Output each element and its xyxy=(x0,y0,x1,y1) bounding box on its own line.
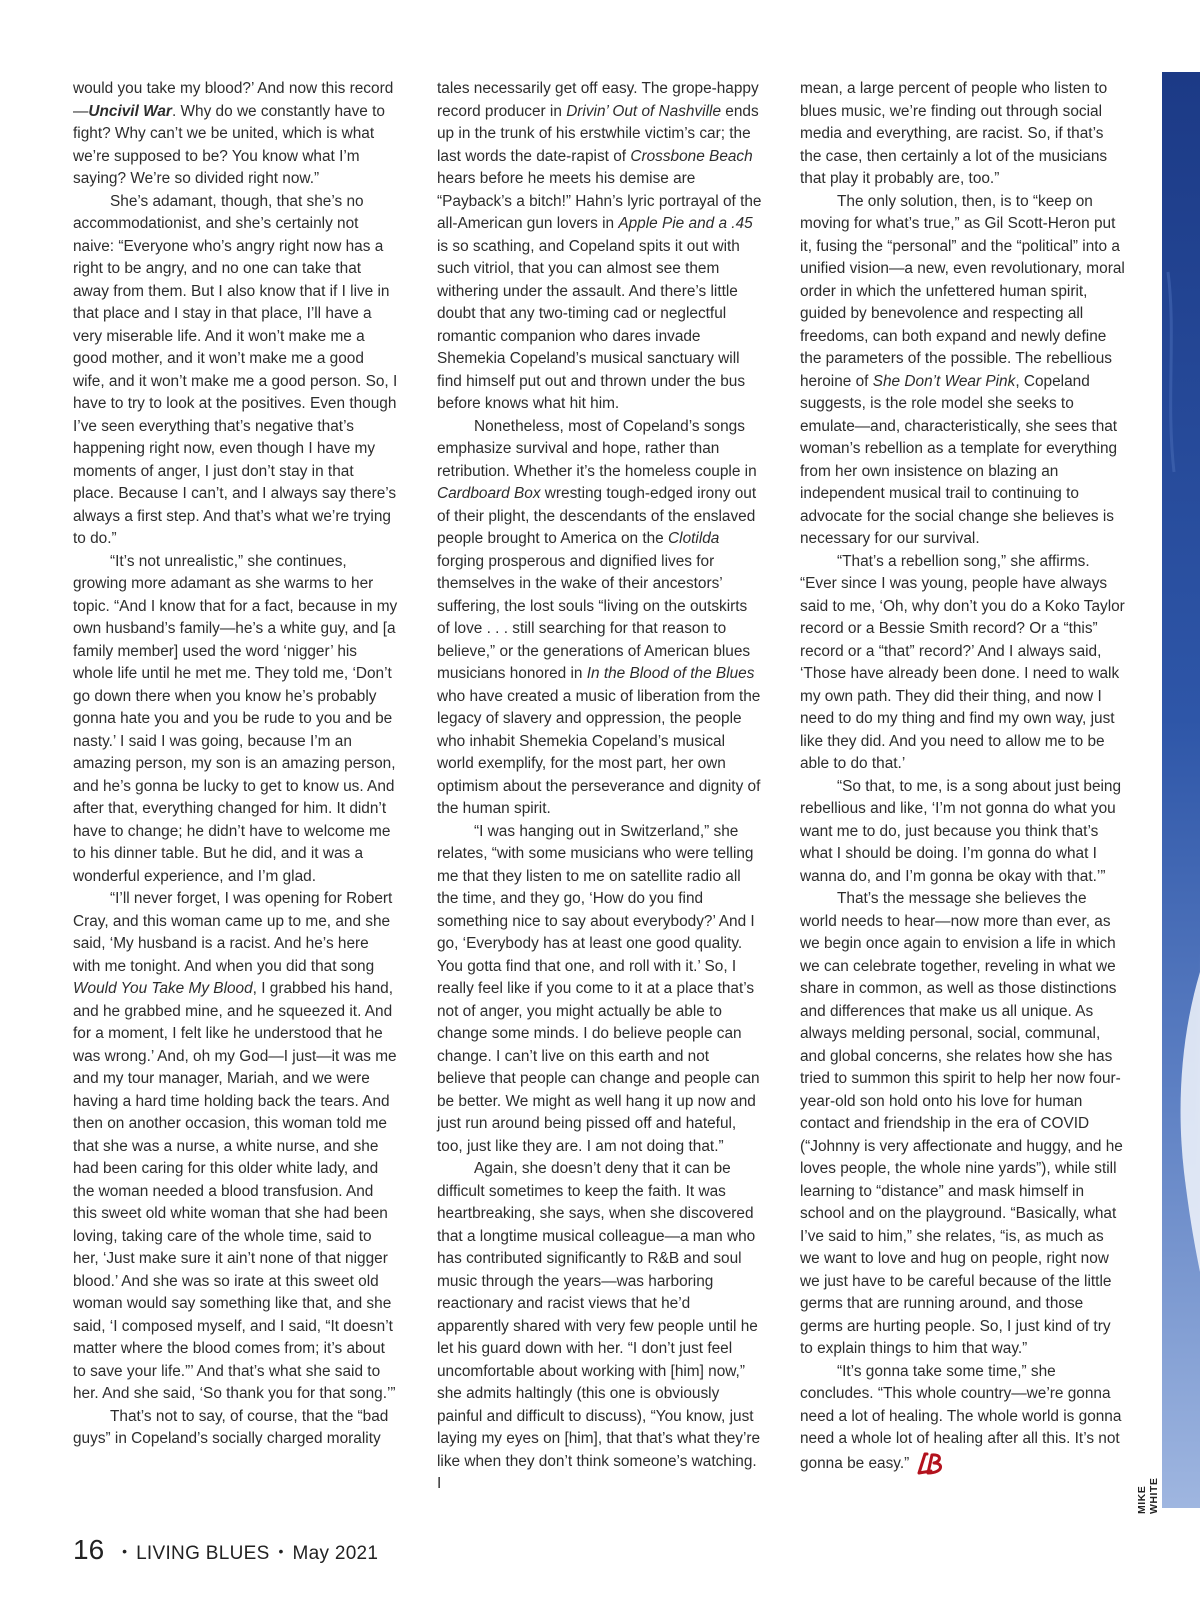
paragraph: “So that, to me, is a song about just being rebellious and like, ‘I’m not gonna do what you want me to do, just because you think that’s what I should be doing. I’m gonna do what I wanna do, and I’m gonna be okay with that.’” xyxy=(800,777,1122,885)
footer-bullet: • xyxy=(122,1543,128,1559)
paragraph: tales necessarily get off easy. The grope-happy record producer in Drivin’ Out of Nashville ends up in the trunk of his erstwhile victim’s car; the last words the date-rapist of Crossbone Beach hears before he meets his demise are “Payback’s a bitch!” Hahn’s lyric portrayal of the all-American gun lovers in Apple Pie and a .45 is so scathing, and Copeland spits it out with such vitriol, that you can almost see them withering under the assault. And there’s little doubt that any two-timing cad or neglectful romantic companion who dares invade Shemekia Copeland’s musical sanctuary will find himself put out and thrown under the bus before knows what hit him. xyxy=(437,80,762,412)
footer-bullet: • xyxy=(278,1543,284,1559)
living-blues-end-mark-icon xyxy=(915,1451,949,1477)
paragraph: “I was hanging out in Switzerland,” she relates, “with some musicians who were telling me that they listen to me on satellite radio all the time, and they go, ‘How do you find something nice to say about everybody?’ And I go, ‘Everybody has at least one good quality. You gotta find that one, and roll with it.’ So, I really feel like if you come to it at a place that’s not of anger, you might actually be able to change some minds. I do believe people can change. I can’t live on this earth and not believe that people can change and people can be better. We might as well hang it up now and just run around being pissed off and hateful, too, just like they are. I am not doing that.” xyxy=(437,822,760,1155)
paragraph: would you take my blood?’ And now this record—Uncivil War. Why do we constantly have to fight? Why can’t we be united, which is what we’re supposed to be? You know what I’m saying? We’re so divided right now.” xyxy=(73,80,394,187)
paragraph: That’s not to say, of course, that the “bad guys” in Copeland’s socially charged morality xyxy=(73,1407,389,1447)
paragraph: “It’s not unrealistic,” she continues, growing more adamant as she warms to her topic. “And I know that for a fact, because in my own husband’s family—he’s a white guy, and [a family member] used the word ‘nigger’ his whole life until he met me. They told me, ‘Don’t go down there when you know he’s probably gonna hate you and you be rude to you and be nasty.’ I said I was going, because I’m an amazing person, my son is an amazing person, and he’s gonna be lucky to get to know us. And after that, everything changed for him. It didn’t have to change; he didn’t have to welcome me to his dinner table. But he did, and it was a wonderful experience, and I’m glad. xyxy=(73,552,398,885)
page-number: 16 xyxy=(73,1534,105,1565)
paragraph: Nonetheless, most of Copeland’s songs emphasize survival and hope, rather than retribution. Whether it’s the homeless couple in Cardboard Box wresting tough-edged irony out of their plight, the descendants of the enslaved people brought to America on the Clotilda forging prosperous and dignified lives for themselves in the wake of their ancestors’ suffering, the lost souls “living on the outskirts of love . . . still searching for that reason to believe,” or the generations of American blues musicians honored in In the Blood of the Blues who have created a music of liberation from the legacy of slavery and oppression, the people who inhabit Shemekia Copeland’s musical world exemplify, for the most part, her own optimism about the perseverance and dignity of the human spirit. xyxy=(437,417,761,817)
page-footer xyxy=(73,1534,378,1566)
paragraph: She’s adamant, though, that she’s no accommodationist, and she’s certainly not naive: “Everyone who’s angry right now has a right to be angry, and no one can take that away from them. But I also know that if I live in that place and I stay in that place, I’ll have a very miserable life. And it won’t make me a good mother, and it won’t make me a good wife, and it won’t make me a good person. So, I have to try to look at the positives. Even though I’ve seen everything that’s negative that’s happening right now, even though I have my moments of anger, I just don’t stay in that place. Because I can’t, and I always say there’s always a first step. And that’s what we’re trying to do.” xyxy=(73,192,398,547)
photo-edge-blue-image xyxy=(1162,72,1200,1508)
paragraph: mean, a large percent of people who listen to blues music, we’re finding out through social media and everything, are racist. So, if that’s the case, then certainly a lot of the musicians that play it probably are, too.” xyxy=(800,80,1108,187)
article-column-1 xyxy=(73,78,398,1451)
paragraph: That’s the message she believes the world needs to hear—now more than ever, as we begin once again to envision a life in which we can celebrate together, reveling in what we share in common, as well as those distinctions and differences that make us all unique. As always melding personal, social, communal, and global concerns, she relates how she has tried to summon this spirit to help her now four-year-old son hold onto his love for human contact and friendship in the era of COVID (“Johnny is very affectionate and huggy, and he loves people, the whole nine yards”), while still learning to “distance” and mask himself in school and on the playground. “Basically, what I’ve said to him,” she relates, “is, as much as we want to love and hug on people, right now we just have to be careful because of the little germs that are running around, and those germs are hurting people. So, I just kind of try to explain things to him that way.” xyxy=(800,890,1123,1357)
paragraph: “I’ll never forget, I was opening for Robert Cray, and this woman came up to me, and she said, ‘My husband is a racist. And he’s here with me tonight. And when you did that song Would You Take My Blood, I grabbed his hand, and he grabbed mine, and he squeezed it. And for a moment, I felt like he understood that he was wrong.’ And, oh my God—I just—it was me and my tour manager, Mariah, and we were having a hard time holding back the tears. And then on another occasion, this woman told me that she was a nurse, a white nurse, and she had been caring for this older white lady, and the woman needed a blood transfusion. And this sweet old white woman that she had been loving, taking care of the whole time, said to her, ‘Just make sure it ain’t none of that nigger blood.’ And she was so irate at this sweet old woman would say something like that, and she said, ‘I composed myself, and I said, “It doesn’t matter where the blood comes from; it’s about to save your life.”’ And that’s what she said to her. And she said, ‘So thank you for that song.’” xyxy=(73,890,397,1402)
article-column-3 xyxy=(800,78,1125,1477)
article-column-2 xyxy=(437,78,762,1496)
issue-date: May 2021 xyxy=(292,1543,379,1564)
paragraph: The only solution, then, is to “keep on moving for what’s true,” as Gil Scott-Heron put it, fusing the “personal” and the “political” into a unified vision—a new, even revolutionary, moral order in which the unfettered human spirit, guided by benevolence and respecting all freedoms, can both expand and newly define the parameters of the possible. The rebellious heroine of She Don’t Wear Pink, Copeland suggests, is the role model she seeks to emulate—and, characteristically, she sees that woman’s rebellion as a template for everything from her own insistence on blazing an independent musical trail to continuing to advocate for the social change she believes is necessary for our survival. xyxy=(800,192,1125,547)
magazine-name: LIVING BLUES xyxy=(136,1543,270,1564)
paragraph: “That’s a rebellion song,” she affirms. “Ever since I was young, people have always said to me, ‘Oh, why don’t you do a Koko Taylor record or a Bessie Smith record? Or a “this” record or a “that” record?’ And I always said, ‘Those have already been done. I need to walk my own path. They did their thing, and now I need to do my thing and find my own way, just like they did. And you need to allow me to be able to do that.’ xyxy=(800,552,1125,772)
paragraph: Again, she doesn’t deny that it can be difficult sometimes to keep the faith. It was heartbreaking, she says, when she discovered that a longtime musical colleague—a man who has contributed significantly to R&B and soul music through the years—was harboring reactionary and racist views that he’d apparently shared with very few people until he let his guard down with her. “I don’t just feel uncomfortable about working with [him] now,” she admits haltingly (this one is obviously painful and difficult to discuss), “You know, just laying my eyes on [him], that that’s what they’re like when they don’t think someone’s watching. I xyxy=(437,1160,761,1492)
paragraph: “It’s gonna take some time,” she concludes. “This whole country—we’re gonna need a lot of healing. The whole world is gonna need a whole lot of healing after all this. It’s not gonna be easy.” xyxy=(800,1361,1125,1477)
photo-credit: MIKE WHITE xyxy=(1136,1477,1160,1514)
